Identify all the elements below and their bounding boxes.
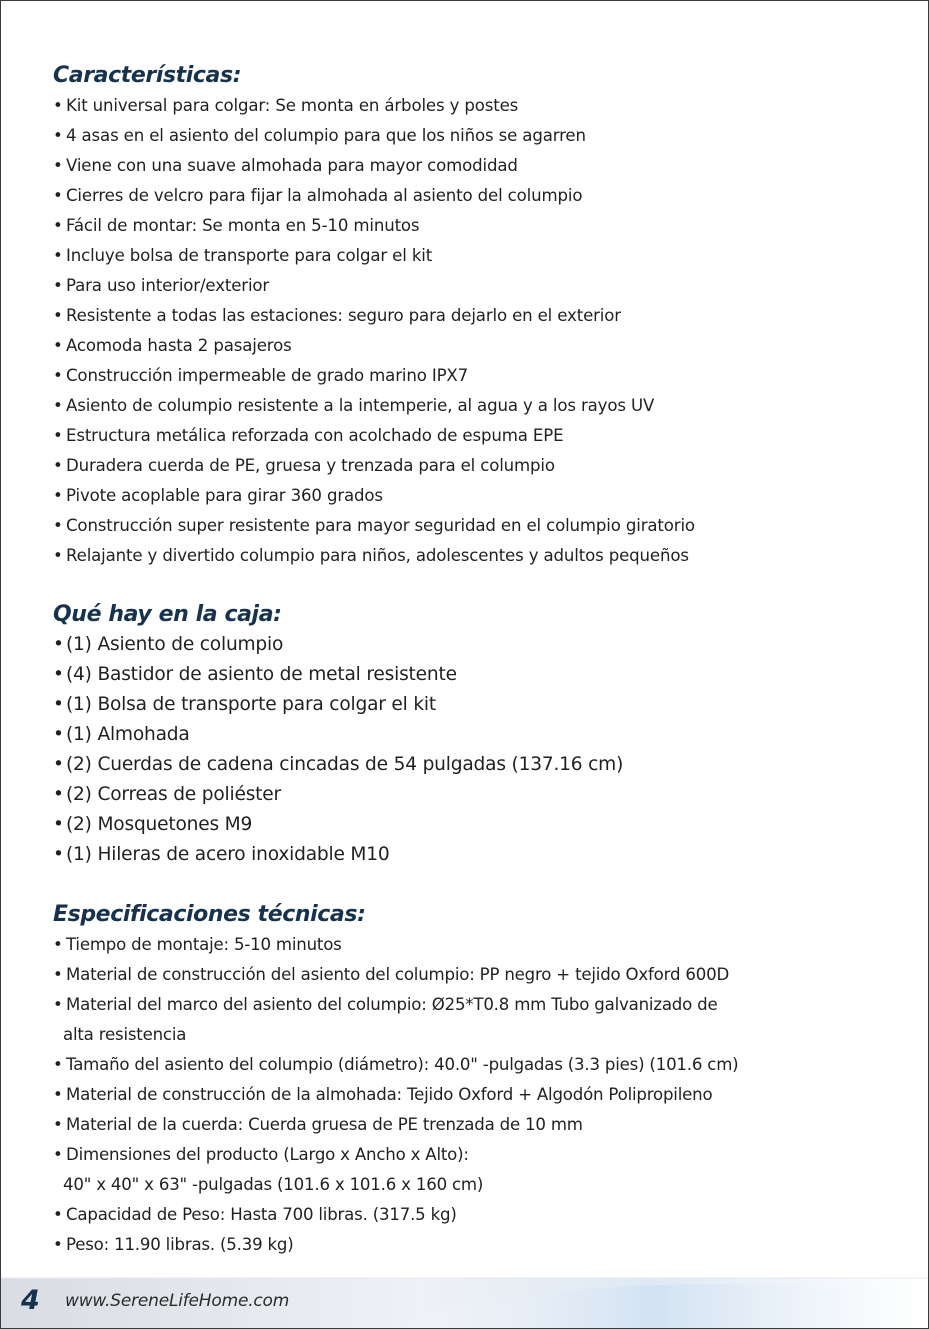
list-item: • Acomoda hasta 2 pasajeros bbox=[53, 331, 913, 361]
list-item: • Construcción impermeable de grado marino IPX7 bbox=[53, 361, 913, 391]
spec-text: Tamaño del asiento del columpio (diámetro): 40.0" -pulgadas (3.3 pies) (101.6 cm) bbox=[66, 1055, 739, 1074]
list-item: • Viene con una suave almohada para mayor comodidad bbox=[53, 151, 913, 181]
list-item: • (1) Bolsa de transporte para colgar el kit bbox=[53, 690, 913, 720]
features-section bbox=[53, 61, 913, 571]
list-item: • Kit universal para colgar: Se monta en árboles y postes bbox=[53, 91, 913, 121]
website-url: www.SereneLifeHome.com bbox=[65, 1291, 290, 1311]
list-item bbox=[53, 1140, 913, 1200]
spec-continuation: 40" x 40" x 63" -pulgadas (101.6 x 101.6 x 160 cm) bbox=[63, 1175, 484, 1194]
spec-text: Material de construcción del asiento del columpio: PP negro + tejido Oxford 600D bbox=[66, 965, 730, 984]
in-box-section bbox=[53, 600, 913, 870]
list-item: • Cierres de velcro para fijar la almohada al asiento del columpio bbox=[53, 181, 913, 211]
list-item bbox=[53, 1050, 913, 1080]
list-item bbox=[53, 1230, 913, 1260]
list-item: • (4) Bastidor de asiento de metal resistente bbox=[53, 660, 913, 690]
specs-list bbox=[53, 930, 913, 1260]
spec-text: Tiempo de montaje: 5-10 minutos bbox=[66, 935, 342, 954]
features-list bbox=[53, 91, 913, 571]
list-item: • Incluye bolsa de transporte para colgar el kit bbox=[53, 241, 913, 271]
list-item bbox=[53, 930, 913, 960]
list-item: • (1) Hileras de acero inoxidable M10 bbox=[53, 840, 913, 870]
in-box-list bbox=[53, 630, 913, 870]
list-item: • Construcción super resistente para mayor seguridad en el columpio giratorio bbox=[53, 511, 913, 541]
spec-continuation: alta resistencia bbox=[63, 1025, 187, 1044]
list-item: • Fácil de montar: Se monta en 5-10 minutos bbox=[53, 211, 913, 241]
specs-section bbox=[53, 900, 913, 1260]
specs-heading: Especificaciones técnicas: bbox=[53, 902, 366, 927]
list-item: • Estructura metálica reforzada con acolchado de espuma EPE bbox=[53, 421, 913, 451]
footer-band bbox=[1, 1272, 928, 1328]
spec-text: Material de la cuerda: Cuerda gruesa de PE trenzada de 10 mm bbox=[66, 1115, 583, 1134]
list-item: • Duradera cuerda de PE, gruesa y trenzada para el columpio bbox=[53, 451, 913, 481]
list-item bbox=[53, 960, 913, 990]
list-item: • (2) Correas de poliéster bbox=[53, 780, 913, 810]
list-item: • Pivote acoplable para girar 360 grados bbox=[53, 481, 913, 511]
list-item: • Resistente a todas las estaciones: seguro para dejarlo en el exterior bbox=[53, 301, 913, 331]
list-item: • (1) Almohada bbox=[53, 720, 913, 750]
spec-text: Capacidad de Peso: Hasta 700 libras. (317.5 kg) bbox=[66, 1205, 457, 1224]
list-item: • (2) Mosquetones M9 bbox=[53, 810, 913, 840]
spec-text: Material de construcción de la almohada: Tejido Oxford + Algodón Polipropileno bbox=[66, 1085, 713, 1104]
list-item bbox=[53, 1200, 913, 1230]
features-heading: Características: bbox=[53, 63, 242, 88]
spec-text: Peso: 11.90 libras. (5.39 kg) bbox=[66, 1235, 294, 1254]
in-box-heading: Qué hay en la caja: bbox=[53, 602, 282, 627]
list-item: • Asiento de columpio resistente a la intemperie, al agua y a los rayos UV bbox=[53, 391, 913, 421]
list-item: • 4 asas en el asiento del columpio para que los niños se agarren bbox=[53, 121, 913, 151]
page-number: 4 bbox=[21, 1285, 40, 1316]
list-item bbox=[53, 1110, 913, 1140]
list-item bbox=[53, 1080, 913, 1110]
list-item: • Para uso interior/exterior bbox=[53, 271, 913, 301]
list-item: • (1) Asiento de columpio bbox=[53, 630, 913, 660]
spec-text: Material del marco del asiento del columpio: Ø25*T0.8 mm Tubo galvanizado de bbox=[66, 995, 718, 1014]
list-item: • Relajante y divertido columpio para niños, adolescentes y adultos pequeños bbox=[53, 541, 913, 571]
list-item bbox=[53, 990, 913, 1050]
list-item: • (2) Cuerdas de cadena cincadas de 54 pulgadas (137.16 cm) bbox=[53, 750, 913, 780]
spec-text: Dimensiones del producto (Largo x Ancho x Alto): bbox=[66, 1145, 469, 1164]
